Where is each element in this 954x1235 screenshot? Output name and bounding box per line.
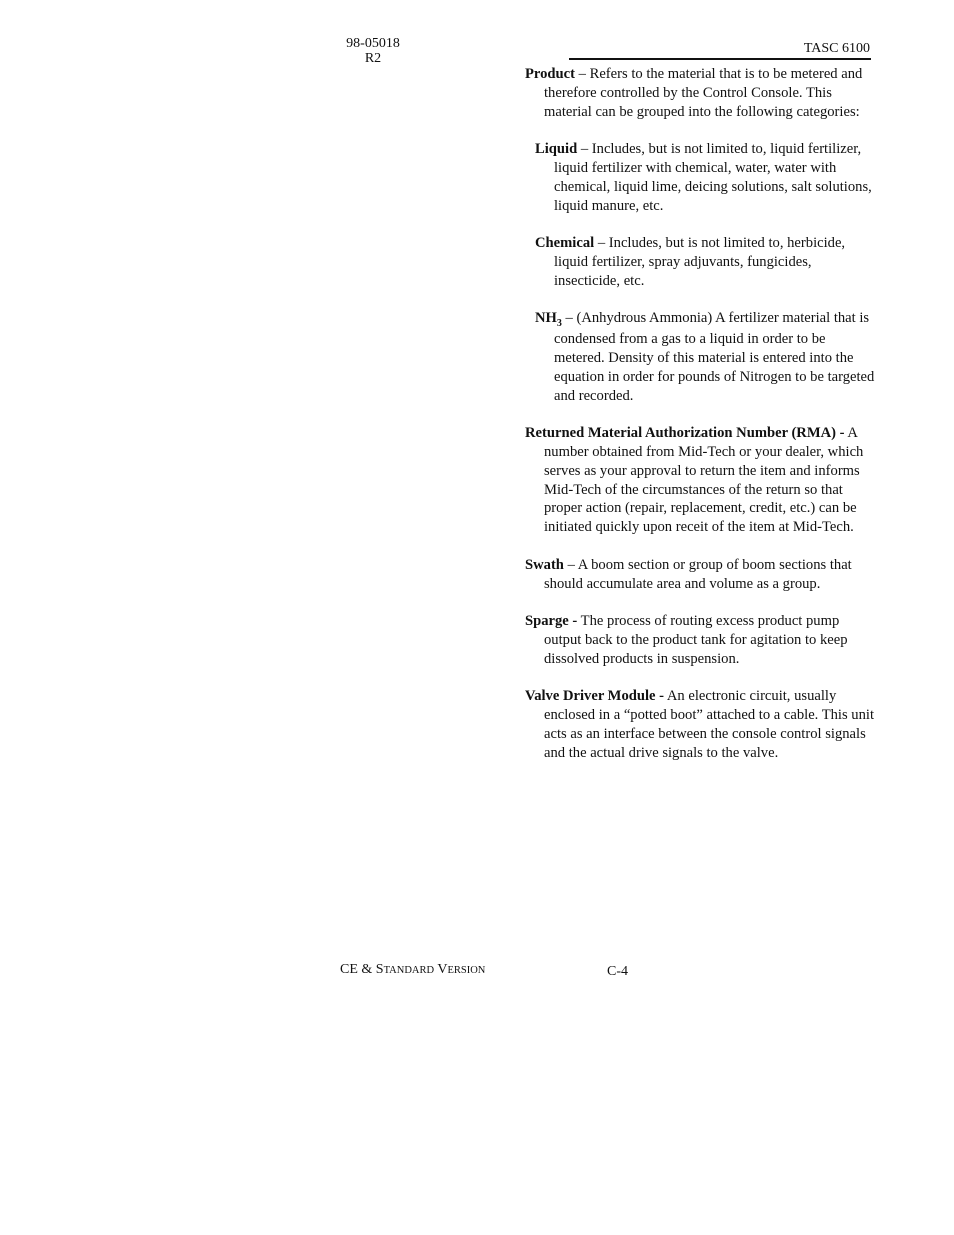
definition-nh3: – (Anhydrous Ammonia) A fertilizer material that is condensed from a gas to a liquid in order to be metered. Density of this material is entered into the equation in order for pounds of Nitrogen to be targeted and recorded. xyxy=(554,310,875,404)
edition-s: S xyxy=(375,962,384,977)
entry-nh3 xyxy=(535,309,875,405)
definition-valve-driver: An electronic circuit, usually enclosed in a “potted boot” attached to a cable. This unit acts as an interface between the console control signals and the actual drive signals to the valve. xyxy=(544,688,875,761)
page-number: C-4 xyxy=(607,964,628,979)
header-rule xyxy=(569,58,871,60)
definition-chemical: – Includes, but is not limited to, herbicide, liquid fertilizer, spray adjuvants, fungicides, insecticide, etc. xyxy=(554,235,846,289)
footer-edition xyxy=(340,962,485,978)
edition-prefix: CE xyxy=(340,962,358,977)
doc-number-block xyxy=(342,36,404,66)
glossary-content xyxy=(525,65,875,781)
term-rma: Returned Material Authorization Number (RMA) - xyxy=(525,425,845,442)
doc-revision: R2 xyxy=(364,51,382,66)
definition-sparge: The process of routing excess product pump output back to the product tank for agitation to keep dissolved products in suspension. xyxy=(544,613,848,667)
term-swath: Swath xyxy=(525,556,564,573)
entry-rma xyxy=(525,424,875,537)
entry-valve-driver xyxy=(525,687,875,762)
entry-sparge xyxy=(525,612,875,668)
entry-liquid xyxy=(535,140,875,215)
definition-liquid: – Includes, but is not limited to, liquid fertilizer, liquid fertilizer with chemical, water, water with chemical, liquid lime, deicing solutions, salt solutions, liquid manure, etc. xyxy=(554,141,872,214)
term-nh3-subscript: 3 xyxy=(556,318,562,330)
definition-product: – Refers to the material that is to be metered and therefore controlled by the Control Console. This material can be grouped into the following categories: xyxy=(544,66,863,120)
definition-swath: – A boom section or group of boom sections that should accumulate area and volume as a group. xyxy=(544,556,852,592)
term-sparge: Sparge - xyxy=(525,613,578,630)
entry-chemical xyxy=(535,234,875,290)
term-nh3: NH xyxy=(535,310,557,327)
entry-swath xyxy=(525,556,875,594)
edition-amp: & xyxy=(357,962,376,977)
doc-title: TASC 6100 xyxy=(803,41,870,56)
term-chemical: Chemical xyxy=(535,235,595,252)
doc-number: 98-05018 xyxy=(346,36,400,51)
entry-product xyxy=(525,65,875,121)
edition-tandard: TANDARD xyxy=(383,965,435,976)
term-valve-driver: Valve Driver Module - xyxy=(525,688,665,705)
edition-ersion: ERSION xyxy=(447,965,486,976)
definition-rma: A number obtained from Mid-Tech or your dealer, which serves as your approval to return the item and informs Mid-Tech of the circumstances of the return so that proper action (repair, replacement, credit, etc.) can be initiated quickly upon receit of the item at Mid-Tech. xyxy=(544,425,864,536)
edition-v: V xyxy=(434,962,448,977)
term-liquid: Liquid xyxy=(535,141,578,158)
term-product: Product xyxy=(525,66,575,82)
